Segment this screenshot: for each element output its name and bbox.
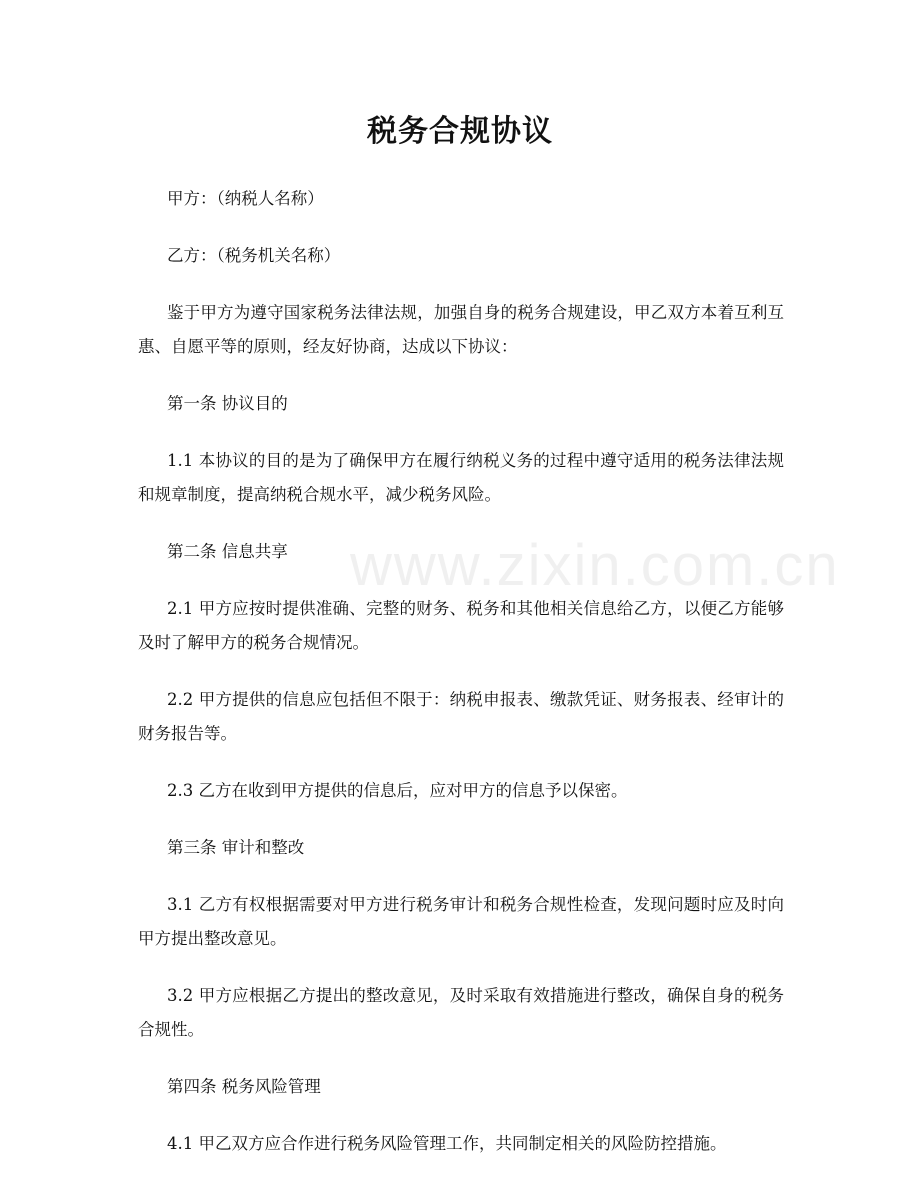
- document-title: 税务合规协议: [367, 114, 553, 149]
- article-1-heading: 第一条 协议目的: [167, 394, 288, 413]
- party-b-line: 乙方：（税务机关名称）: [167, 246, 341, 265]
- clause-2-3: 2.3 乙方在收到甲方提供的信息后，应对甲方的信息予以保密。: [167, 781, 628, 800]
- article-4-heading: 第四条 税务风险管理: [167, 1077, 321, 1096]
- clause-1-1: 1.1 本协议的目的是为了确保甲方在履行纳税义务的过程中遵守适用的税务法律法规和规章制度，提高纳税合规水平，减少税务风险。: [138, 451, 784, 504]
- article-3-heading: 第三条 审计和整改: [167, 838, 305, 857]
- clause-3-2: 3.2 甲方应根据乙方提出的整改意见，及时采取有效措施进行整改，确保自身的税务合规性。: [138, 986, 784, 1039]
- article-2-heading: 第二条 信息共享: [167, 542, 288, 561]
- watermark-text: www.zixin.com.cn: [350, 533, 840, 598]
- document-body: [138, 182, 784, 1184]
- preamble-paragraph: 鉴于甲方为遵守国家税务法律法规，加强自身的税务合规建设，甲乙双方本着互利互惠、自愿平等的原则，经友好协商，达成以下协议：: [138, 303, 784, 356]
- clause-2-2: 2.2 甲方提供的信息应包括但不限于：纳税申报表、缴款凭证、财务报表、经审计的财务报告等。: [138, 690, 784, 743]
- clause-2-1: 2.1 甲方应按时提供准确、完整的财务、税务和其他相关信息给乙方，以便乙方能够及时了解甲方的税务合规情况。: [138, 599, 784, 652]
- clause-4-1: 4.1 甲乙双方应合作进行税务风险管理工作，共同制定相关的风险防控措施。: [167, 1134, 727, 1153]
- clause-3-1: 3.1 乙方有权根据需要对甲方进行税务审计和税务合规性检查，发现问题时应及时向甲方提出整改意见。: [138, 895, 784, 948]
- party-a-line: 甲方：（纳税人名称）: [167, 189, 324, 208]
